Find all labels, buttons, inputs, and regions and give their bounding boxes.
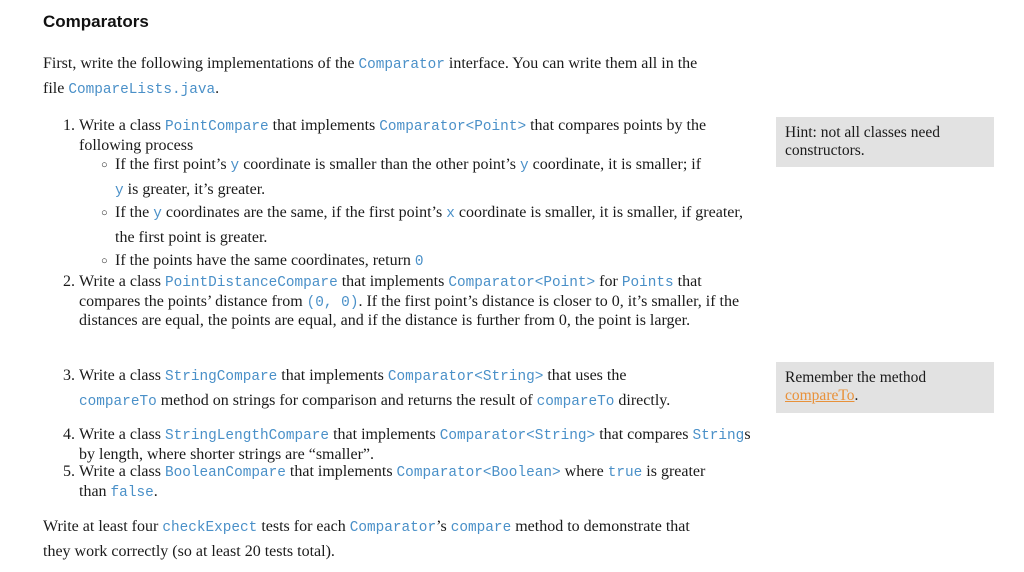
- code-value: 0: [414, 254, 424, 270]
- list-number: 5.: [63, 463, 75, 480]
- item-text: that compares points by the following process: [79, 117, 707, 154]
- code-interface: Comparator: [349, 520, 437, 536]
- sub-list-item: [101, 201, 746, 250]
- sub-text: coordinate, it is smaller; if: [528, 156, 702, 173]
- item-text: .: [153, 482, 158, 500]
- code-class-name: BooleanCompare: [164, 465, 286, 481]
- intro-text: file: [43, 80, 69, 97]
- sub-text: coordinate is smaller than the other point’s: [239, 156, 521, 173]
- item-text: is greater than: [79, 463, 706, 500]
- item-text: where: [560, 463, 608, 480]
- intro-text: .: [215, 80, 220, 97]
- hint-text: Remember the method: [785, 369, 927, 386]
- intro-text: First, write the following implementations of the: [43, 55, 359, 72]
- item-text: that implements: [337, 273, 449, 290]
- sub-list-item: [101, 249, 761, 274]
- list-number: 1.: [63, 117, 75, 134]
- hint-text: .: [854, 387, 859, 404]
- sub-text: coordinate is smaller, it is smaller, if greater, the first point is greater.: [115, 204, 744, 246]
- item-text: that compares the points’ distance from: [79, 273, 702, 310]
- hint-text: Hint: not all classes need constructors.: [785, 124, 940, 159]
- list-item: [63, 117, 753, 155]
- sub-text: If the: [115, 204, 154, 221]
- item-text: s by length, where shorter strings are “smaller”.: [79, 426, 751, 463]
- item-text: that compares: [595, 426, 693, 443]
- code-interface: Comparator<Point>: [448, 275, 596, 291]
- code-value: true: [607, 465, 643, 481]
- sub-text: If the points have the same coordinates, return: [115, 252, 415, 269]
- outro-text: Write at least four: [43, 518, 163, 535]
- item-text: that implements: [277, 367, 388, 384]
- code-var: x: [446, 206, 455, 222]
- code-var: y: [230, 158, 240, 174]
- circle-bullet-icon: ○: [101, 255, 108, 267]
- code-interface: Comparator<Boolean>: [396, 465, 561, 481]
- sub-text: coordinates are the same, if the first point’s: [161, 204, 447, 221]
- list-number: 2.: [63, 273, 75, 290]
- list-number: 4.: [63, 426, 75, 443]
- code-value: false: [110, 484, 154, 501]
- item-text: that implements: [329, 426, 440, 443]
- list-item: [63, 463, 723, 502]
- item-text: directly.: [614, 392, 671, 409]
- outro-text: method to demonstrate that: [511, 518, 690, 535]
- item-text: . If the first point’s distance is closer to 0, it’s smaller, if the distances are equal, the points are equal, and if the distance is further from 0, the point is larger.: [79, 292, 740, 329]
- item-text: Write a class: [79, 426, 165, 443]
- intro-text: interface. You can write them all in the: [444, 55, 698, 72]
- code-filename: CompareLists.java: [68, 82, 216, 98]
- code-comparator: Comparator: [358, 57, 445, 73]
- item-text: that uses the: [543, 367, 627, 384]
- outro-text: tests for each: [257, 518, 350, 535]
- list-item: [63, 426, 753, 464]
- code-type: String: [692, 428, 745, 444]
- item-text: that implements: [285, 463, 397, 480]
- list-number: 3.: [63, 367, 75, 384]
- item-text: Write a class: [79, 273, 165, 290]
- code-class-name: StringLengthCompare: [164, 428, 330, 444]
- list-item: [63, 273, 743, 331]
- code-method: checkExpect: [162, 520, 258, 536]
- item-text: Write a class: [79, 367, 165, 384]
- hint-box: [776, 117, 994, 167]
- code-class-name: PointCompare: [164, 119, 269, 135]
- item-text: for: [595, 273, 622, 290]
- code-var: y: [115, 183, 124, 199]
- list-item: [63, 364, 753, 414]
- page-title: Comparators: [43, 12, 149, 31]
- code-interface: Comparator<String>: [387, 369, 544, 385]
- intro-paragraph: [43, 52, 763, 102]
- circle-bullet-icon: ○: [101, 159, 108, 171]
- item-text: Write a class: [79, 463, 165, 480]
- outro-paragraph: [43, 515, 763, 564]
- sub-text: is greater, it’s greater.: [123, 181, 266, 198]
- compareto-link[interactable]: compareTo: [785, 387, 855, 404]
- hint-box: [776, 362, 994, 413]
- code-var: y: [153, 206, 162, 222]
- code-origin: (0, 0): [306, 294, 359, 311]
- sub-list-item: [101, 153, 761, 203]
- outro-text: they work correctly (so at least 20 tests total).: [43, 543, 335, 560]
- item-text: that implements: [268, 117, 380, 134]
- code-type: Points: [621, 275, 674, 291]
- code-method: compareTo: [79, 394, 157, 410]
- code-method: compare: [450, 520, 512, 536]
- outro-text: ’s: [436, 518, 451, 535]
- item-text: Write a class: [79, 117, 165, 134]
- circle-bullet-icon: ○: [101, 207, 108, 219]
- code-interface: Comparator<String>: [439, 428, 596, 444]
- item-text: method on strings for comparison and returns the result of: [156, 392, 537, 409]
- code-method: compareTo: [536, 394, 615, 410]
- sub-text: If the first point’s: [115, 156, 231, 173]
- code-class-name: StringCompare: [164, 369, 278, 385]
- code-var: y: [520, 158, 529, 174]
- code-interface: Comparator<Point>: [379, 119, 527, 135]
- code-class-name: PointDistanceCompare: [164, 275, 338, 291]
